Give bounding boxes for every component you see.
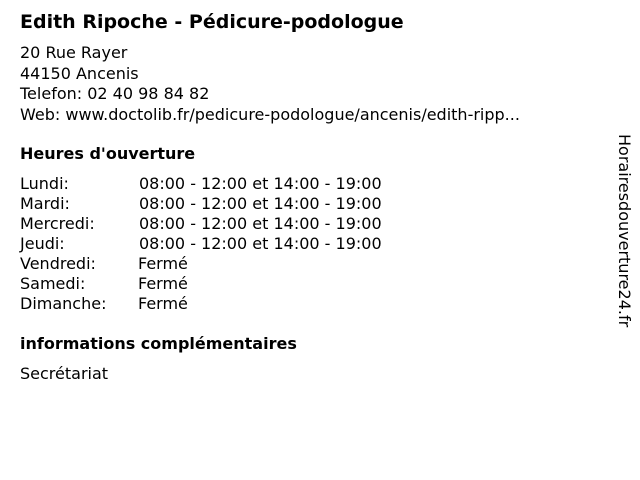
hours-day: Mardi: xyxy=(20,194,70,213)
hours-time: Fermé xyxy=(138,294,188,313)
hours-day: Lundi: xyxy=(20,174,69,193)
hours-day: Jeudi: xyxy=(20,234,65,253)
site-brand-vertical: Horairesdouverture24.fr xyxy=(615,134,634,328)
hours-day: Samedi: xyxy=(20,274,86,293)
phone-number[interactable]: Telefon: 02 40 98 84 82 xyxy=(20,84,210,103)
address-block xyxy=(20,43,520,125)
business-name: Edith Ripoche - Pédicure-podologue xyxy=(20,11,404,33)
website-link[interactable]: Web: www.doctolib.fr/pedicure-podologue/ancenis/edith-ripp... xyxy=(20,104,520,124)
hours-time: 08:00 - 12:00 et 14:00 - 19:00 xyxy=(139,174,382,193)
additional-info-heading: informations complémentaires xyxy=(20,334,297,353)
hours-day: Vendredi: xyxy=(20,254,96,273)
hours-day: Dimanche: xyxy=(20,294,107,313)
hours-time: 08:00 - 12:00 et 14:00 - 19:00 xyxy=(139,194,382,213)
city: 44150 Ancenis xyxy=(20,63,139,83)
hours-time: 08:00 - 12:00 et 14:00 - 19:00 xyxy=(139,214,382,233)
opening-hours-heading: Heures d'ouverture xyxy=(20,144,196,163)
hours-time: Fermé xyxy=(138,254,188,273)
hours-time: Fermé xyxy=(138,274,188,293)
hours-day: Mercredi: xyxy=(20,214,95,233)
street-address: 20 Rue Rayer xyxy=(20,43,128,62)
hours-time: 08:00 - 12:00 et 14:00 - 19:00 xyxy=(139,234,382,253)
additional-info-text: Secrétariat xyxy=(20,364,109,383)
